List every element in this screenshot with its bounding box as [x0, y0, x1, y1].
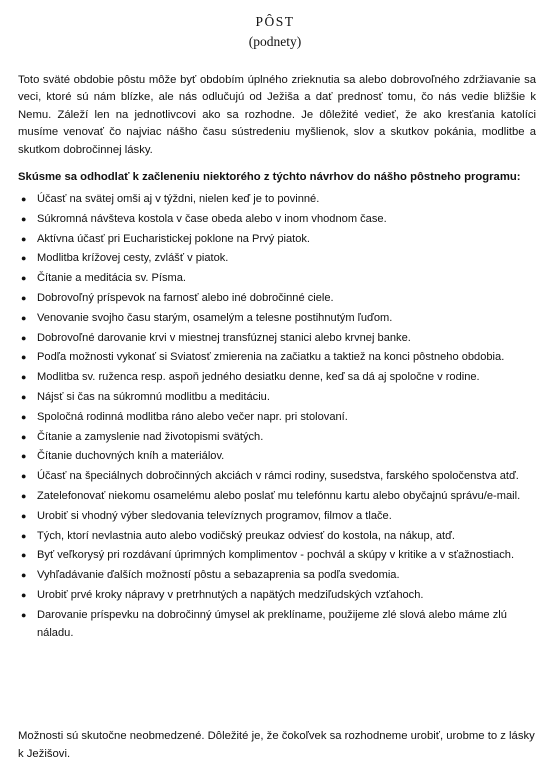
bullet-icon: ●	[21, 233, 27, 244]
list-item	[18, 587, 530, 605]
bullet-icon: ●	[21, 451, 27, 462]
bullet-icon: ●	[21, 431, 27, 442]
bullet-icon: ●	[21, 411, 27, 422]
list-item	[18, 607, 530, 643]
bullet-icon: ●	[21, 194, 27, 204]
bullet-icon: ●	[21, 510, 27, 521]
list-item	[18, 250, 530, 268]
list-item-text: Podľa možnosti vykonať si Sviatosť zmierenia na začiatku a taktiež na konci pôstneho obdobia.	[37, 351, 505, 364]
bullet-icon: ●	[21, 292, 27, 303]
list-item-text: Účasť na špeciálnych dobročinných akciách v rámci rodiny, susedstva, farského spoločenstva atď.	[37, 470, 519, 483]
bullet-icon: ●	[21, 213, 27, 224]
list-item-text: Tých, ktorí nevlastnia auto alebo vodičský preukaz odviesť do kostola, na nákup, atď.	[37, 529, 455, 542]
list-item-text: Zatelefonovať niekomu osamelému alebo poslať mu telefónnu kartu alebo obyčajnú správu/e-mail.	[37, 489, 521, 502]
intro-paragraph: Toto sväté obdobie pôstu môže byť obdobím úplného zrieknutia sa alebo dobrovoľného zdržiavanie sa veci, ktoré sú nám blízke, ale nás odlučujú od Ježiša a dať prednosť tomu, čo nás vedie bližšie k Nemu. Záleží len na jednotlivcovi ako sa rozhodne. Je dôležité vedieť, že ako kresťania katolíci musíme venovať čo najviac nášho času sústredeniu myšlienok, slov a skutkov pokánia, modlitbe a skutkom dobročinnej lásky.	[18, 74, 536, 156]
list-item	[18, 567, 530, 585]
list-item	[18, 528, 530, 546]
bullet-icon: ●	[21, 609, 27, 620]
list-item	[18, 389, 530, 407]
list-item-text: Účasť na svätej omši aj v týždni, nielen keď je to povinné.	[37, 193, 320, 205]
list-item	[18, 191, 530, 209]
list-item	[18, 211, 530, 229]
list-item	[18, 310, 530, 328]
bullet-icon: ●	[21, 391, 27, 402]
bullet-icon: ●	[21, 550, 27, 561]
list-item	[18, 330, 530, 348]
list-item-text: Byť veľkorysý pri rozdávaní úprimných komplimentov - pochvál a skúpy v kritike a v sťažnostiach.	[37, 549, 515, 562]
list-item-text: Dobrovoľný príspevok na farnosť alebo iné dobročinné ciele.	[37, 291, 334, 304]
bullet-icon: ●	[21, 490, 27, 501]
list-item-text: Čítanie a meditácia sv. Písma.	[37, 272, 187, 285]
closing-paragraph: Možnosti sú skutočne neobmedzené. Dôležité je, že čokoľvek sa rozhodneme urobiť, urobme to z lásky k Ježišovi.	[18, 730, 535, 760]
list-item	[18, 369, 530, 387]
suggestion-list	[18, 191, 530, 644]
list-item	[18, 409, 530, 427]
bullet-icon: ●	[21, 253, 27, 264]
list-item	[18, 508, 530, 526]
list-item-text: Súkromná návšteva kostola v čase obeda alebo v inom vhodnom čase.	[37, 212, 387, 225]
bullet-icon: ●	[21, 312, 27, 323]
bullet-icon: ●	[21, 352, 27, 363]
bullet-icon: ●	[21, 273, 27, 284]
list-item	[18, 488, 530, 506]
bullet-icon: ●	[21, 471, 27, 482]
list-item-text: Vyhľadávanie ďalších možností pôstu a sebazaprenia sa podľa svedomia.	[37, 569, 400, 582]
bullet-icon: ●	[21, 589, 27, 600]
list-item-text: Venovanie svojho času starým, osamelým a telesne postihnutým ľuďom.	[37, 311, 393, 324]
list-item-text: Modlitba krížovej cesty, zvlášť v piatok.	[37, 252, 229, 265]
list-item	[18, 290, 530, 308]
list-item	[18, 231, 530, 249]
list-item-text: Dobrovoľné darovanie krvi v miestnej transfúznej stanici alebo krvnej banke.	[37, 331, 411, 344]
bullet-icon: ●	[21, 372, 27, 383]
list-item	[18, 429, 530, 447]
list-item-text: Aktívna účasť pri Eucharistickej poklone na Prvý piatok.	[37, 232, 311, 245]
list-item	[18, 468, 530, 486]
page-subtitle: (podnety)	[248, 34, 302, 49]
list-item-text: Spoločná rodinná modlitba ráno alebo večer napr. pri stolovaní.	[37, 410, 348, 423]
list-item	[18, 547, 530, 565]
bullet-icon: ●	[21, 332, 27, 343]
list-item-text: Urobiť si vhodný výber sledovania televíznych programov, filmov a tlače.	[37, 509, 392, 522]
page-title: PÔST	[255, 14, 295, 29]
list-item-text: Čítanie duchovných kníh a materiálov.	[37, 450, 225, 463]
list-item	[18, 349, 530, 367]
list-item	[18, 270, 530, 288]
list-item-text: Nájsť si čas na súkromnú modlitbu a meditáciu.	[37, 390, 270, 403]
list-heading: Skúsme sa odhodlať k začleneniu niektorého z týchto návrhov do nášho pôstneho programu:	[18, 171, 521, 183]
list-item	[18, 448, 530, 466]
list-item-text: Darovanie príspevku na dobročinný úmysel ak preklíname, použijeme zlé slová alebo máme zlú náladu.	[37, 608, 507, 639]
bullet-icon: ●	[21, 570, 27, 581]
bullet-icon: ●	[21, 530, 27, 541]
list-item-text: Čítanie a zamyslenie nad životopismi svätých.	[37, 430, 264, 443]
list-item-text: Urobiť prvé kroky nápravy v pretrhnutých a napätých medziľudských vzťahoch.	[37, 588, 424, 601]
list-item-text: Modlitba sv. ruženca resp. aspoň jedného desiatku denne, keď sa dá aj spoločne v rodine.	[37, 371, 480, 384]
